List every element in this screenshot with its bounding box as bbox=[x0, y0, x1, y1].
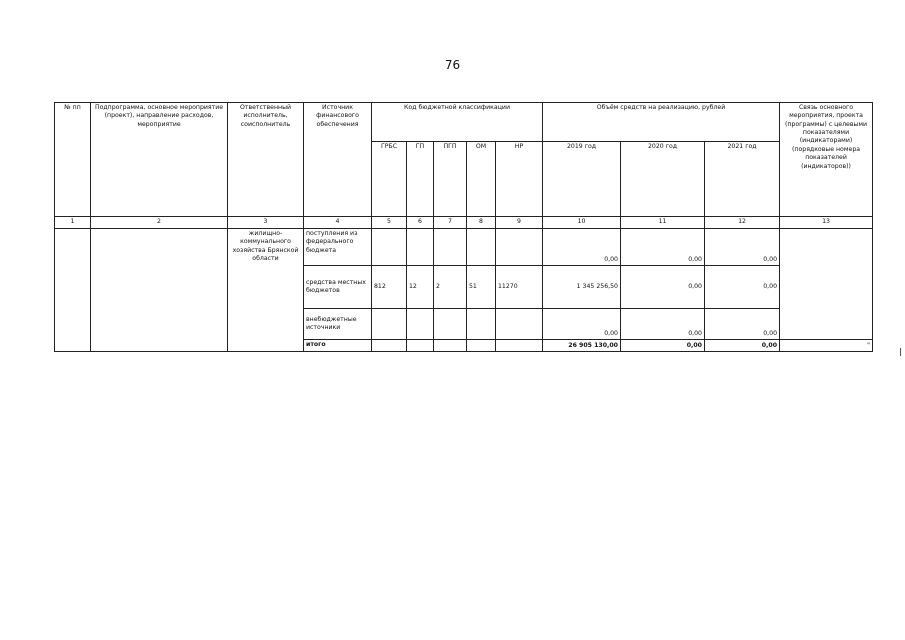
column-number: 2 bbox=[91, 217, 228, 229]
cell-2020: 0,00 bbox=[621, 229, 705, 266]
column-number: 9 bbox=[496, 217, 543, 229]
cell-2020: 0,00 bbox=[621, 340, 705, 352]
column-number: 11 bbox=[621, 217, 705, 229]
cell-om bbox=[467, 309, 496, 340]
cell-pgp bbox=[434, 309, 467, 340]
column-number: 8 bbox=[467, 217, 496, 229]
page-number: 76 bbox=[444, 58, 461, 72]
cell-executor: жилищно-коммунального хозяйства Брянской области bbox=[228, 229, 304, 352]
cell-source: итого bbox=[304, 340, 372, 352]
header-executor: Ответственный исполнитель, соисполнитель bbox=[228, 103, 304, 217]
column-number: 13 bbox=[780, 217, 873, 229]
header-link: Связь основного мероприятия, проекта (программы) с целевыми показателями (индикаторами) (порядковые номера показателей (индикаторов)) bbox=[780, 103, 873, 217]
header-row-main bbox=[55, 103, 873, 142]
cell-2020: 0,00 bbox=[621, 266, 705, 309]
header-pgp: ПГП bbox=[434, 142, 467, 217]
budget-table bbox=[54, 102, 873, 352]
cell-2019: 1 345 256,50 bbox=[543, 266, 621, 309]
cell-source: внебюджетные источники bbox=[304, 309, 372, 340]
cell-link: " bbox=[780, 340, 873, 352]
cell-subprogram bbox=[91, 229, 228, 352]
header-2021: 2021 год bbox=[705, 142, 780, 217]
header-gp: ГП bbox=[407, 142, 434, 217]
header-nr: НР bbox=[496, 142, 543, 217]
column-number: 4 bbox=[304, 217, 372, 229]
column-number: 7 bbox=[434, 217, 467, 229]
cell-2021: 0,00 bbox=[705, 229, 780, 266]
cell-2019: 0,00 bbox=[543, 229, 621, 266]
cell-gp: 12 bbox=[407, 266, 434, 309]
cell-gp bbox=[407, 340, 434, 352]
column-number: 3 bbox=[228, 217, 304, 229]
cell-grbs bbox=[372, 340, 407, 352]
header-2019: 2019 год bbox=[543, 142, 621, 217]
cell-2021: 0,00 bbox=[705, 340, 780, 352]
column-number: 1 bbox=[55, 217, 91, 229]
column-number: 10 bbox=[543, 217, 621, 229]
cell-2021: 0,00 bbox=[705, 266, 780, 309]
column-number-row bbox=[55, 217, 873, 229]
cell-nr bbox=[496, 229, 543, 266]
header-volume: Объём средств на реализацию, рублей bbox=[543, 103, 780, 142]
cell-2019: 0,00 bbox=[543, 309, 621, 340]
cell-2021: 0,00 bbox=[705, 309, 780, 340]
cell-om bbox=[467, 340, 496, 352]
cell-nr bbox=[496, 309, 543, 340]
cell-grbs bbox=[372, 229, 407, 266]
cell-grbs bbox=[372, 309, 407, 340]
cell-2020: 0,00 bbox=[621, 309, 705, 340]
cell-pgp bbox=[434, 340, 467, 352]
cell-pgp: 2 bbox=[434, 266, 467, 309]
header-num: № пп bbox=[55, 103, 91, 217]
cell-2019: 26 905 130,00 bbox=[543, 340, 621, 352]
column-number: 12 bbox=[705, 217, 780, 229]
cell-source: средства местных бюджетов bbox=[304, 266, 372, 309]
cell-gp bbox=[407, 309, 434, 340]
cell-gp bbox=[407, 229, 434, 266]
header-budget-code: Код бюджетной классификации bbox=[372, 103, 543, 142]
header-om: ОМ bbox=[467, 142, 496, 217]
column-number: 5 bbox=[372, 217, 407, 229]
cell-om: 51 bbox=[467, 266, 496, 309]
table-row bbox=[55, 229, 873, 266]
cell-nr: 11270 bbox=[496, 266, 543, 309]
scan-edge-mark bbox=[900, 348, 901, 356]
header-subprogram: Подпрограмма, основное мероприятие (проект), направление расходов, мероприятие bbox=[91, 103, 228, 217]
column-number: 6 bbox=[407, 217, 434, 229]
header-grbs: ГРБС bbox=[372, 142, 407, 217]
cell-pgp bbox=[434, 229, 467, 266]
cell-source: поступления из федерального бюджета bbox=[304, 229, 372, 266]
cell-om bbox=[467, 229, 496, 266]
cell-grbs: 812 bbox=[372, 266, 407, 309]
cell-nr bbox=[496, 340, 543, 352]
header-2020: 2020 год bbox=[621, 142, 705, 217]
header-source: Источник финансового обеспечения bbox=[304, 103, 372, 217]
cell-link bbox=[780, 229, 873, 340]
cell-num bbox=[55, 229, 91, 352]
